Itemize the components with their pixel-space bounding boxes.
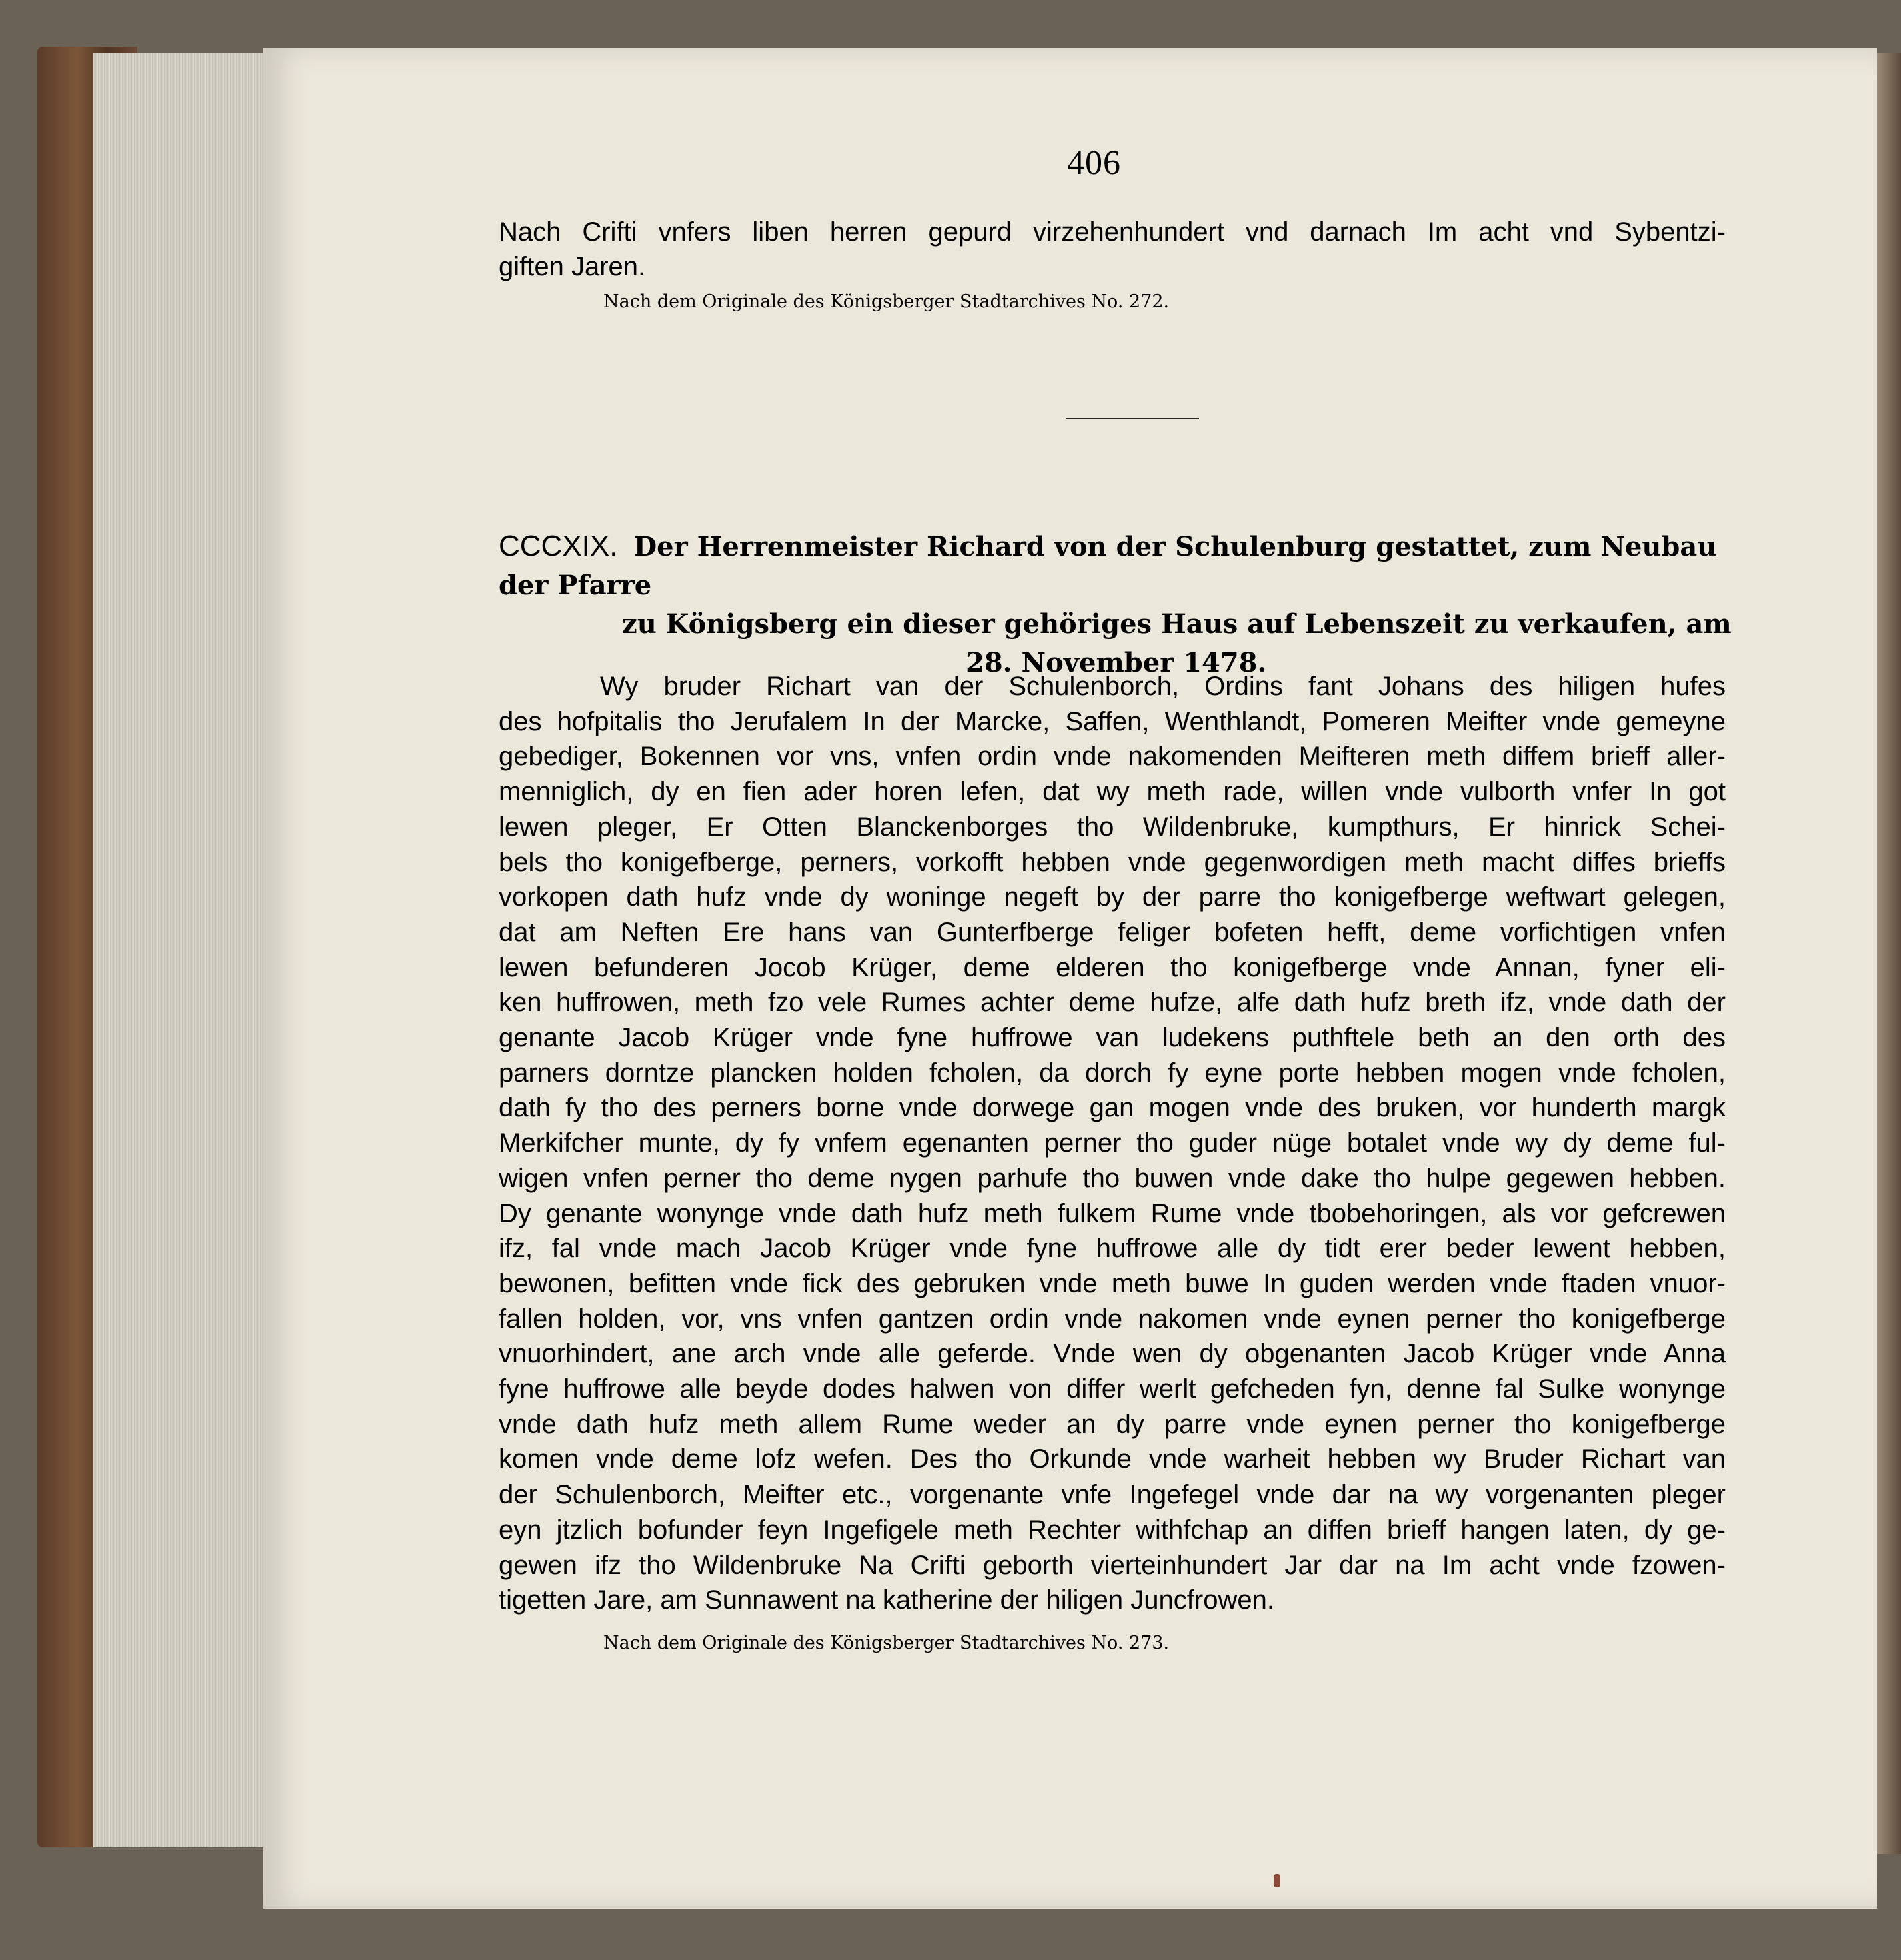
body-line: Merkifcher munte, dy fy vnfem egenanten perner tho guder nüge botalet vnde wy dy deme ful- <box>499 1128 1726 1158</box>
body-line: bewonen, befitten vnde fick des gebruken vnde meth buwe In guden werden vnde ftaden vnuor- <box>499 1269 1726 1298</box>
body-line: des hofpitalis tho Jerufalem In der Marcke, Saffen, Wenthlandt, Pomeren Meifter vnde gemeyne <box>499 707 1726 736</box>
body-line: bels tho konigefberge, perners, vorkofft hebben vnde gegenwordigen meth macht diffes brieffs <box>499 848 1726 877</box>
body-line: eyn jtzlich bofunder feyn Ingefigele meth Rechter withfchap an diffen brieff hangen laten, dy ge- <box>499 1515 1726 1545</box>
ink-spot <box>1274 1874 1280 1887</box>
body-line: fallen holden, vor, vns vnfen gantzen ordin vnde nakomen vnde eynen perner tho konigefberge <box>499 1304 1726 1334</box>
intro-line: giften Jaren. <box>499 252 646 281</box>
body-line: parners dorntze plancken holden fcholen, da dorch fy eyne porte hebben mogen vnde fcholen, <box>499 1058 1726 1088</box>
body-line: lewen befunderen Jocob Krüger, deme elderen tho konigefberge vnde Annan, fyner eli- <box>499 953 1726 982</box>
body-line: der Schulenborch, Meifter etc., vorgenante vnfe Ingefegel vnde dar na wy vorgenanten pleger <box>499 1480 1726 1509</box>
body-line: wigen vnfen perner tho deme nygen parhufe tho buwen vnde dake tho hulpe gegewen hebben. <box>499 1164 1726 1193</box>
body-line: gewen ifz tho Wildenbruke Na Crifti geborth vierteinhundert Jar dar na Im acht vnde fzowen- <box>499 1551 1726 1580</box>
body-line: dat am Neften Ere hans van Gunterfberge feliger bofeten hefft, deme vorfichtigen vnfen <box>499 918 1726 947</box>
source-note: Nach dem Originale des Königsberger Stadtarchives No. 272. <box>603 291 1170 312</box>
section-divider <box>1066 418 1199 419</box>
heading-line: zu Königsberg ein dieser gehöriges Haus auf Lebenszeit zu verkaufen, am <box>622 608 1732 640</box>
body-line: Wy bruder Richart van der Schulenborch, Ordins fant Johans des hiligen hufes <box>600 672 1726 701</box>
body-line: gebediger, Bokennen vor vns, vnfen ordin vnde nakomenden Meifteren meth diffem brieff aller- <box>499 742 1726 771</box>
body-line: komen vnde deme lofz wefen. Des tho Orkunde vnde warheit hebben wy Bruder Richart van <box>499 1444 1726 1474</box>
body-line: menniglich, dy en fien ader horen lefen, dat wy meth rade, willen vnde vulborth vnfer In got <box>499 777 1726 806</box>
body-line: dath fy tho des perners borne vnde dorwege gan mogen vnde des bruken, vor hunderth margk <box>499 1093 1726 1122</box>
body-line: Dy genante wonynge vnde dath hufz meth fulkem Rume vnde tbobehoringen, als vor gefcrewen <box>499 1199 1726 1228</box>
document-number: CCCXIX. <box>499 530 618 562</box>
intro-line: Nach Crifti vnfers liben herren gepurd virzehenhundert vnd darnach Im acht vnd Sybentzi- <box>499 217 1726 247</box>
page-edges <box>93 53 267 1847</box>
source-note: Nach dem Originale des Königsberger Stadtarchives No. 273. <box>603 1633 1170 1653</box>
body-line: lewen pleger, Er Otten Blanckenborges tho Wildenbruke, kumpthurs, Er hinrick Schei- <box>499 812 1726 842</box>
body-line: ken huffrowen, meth fzo vele Rumes achter deme hufze, alfe dath hufz breth ifz, vnde dath der <box>499 988 1726 1017</box>
body-line: genante Jacob Krüger vnde fyne huffrowe van ludekens puthftele beth an den orth des <box>499 1023 1726 1052</box>
heading-line: Der Herrenmeister Richard von der Schulenburg gestattet, zum Neubau der Pfarre <box>499 531 1717 601</box>
heading-date: 28. November 1478. <box>966 647 1267 678</box>
body-line: vorkopen dath hufz vnde dy woninge negeft by der parre tho konigefberge weftwart gelegen, <box>499 882 1726 912</box>
body-line: vnuorhindert, ane arch vnde alle geferde. Vnde wen dy obgenanten Jacob Krüger vnde Anna <box>499 1339 1726 1368</box>
body-line: fyne huffrowe alle beyde dodes halwen von differ werlt gefcheden fyn, denne fal Sulke wonynge <box>499 1374 1726 1404</box>
body-line: vnde dath hufz meth allem Rume weder an dy parre vnde eynen perner tho konigefberge <box>499 1410 1726 1439</box>
body-line: tigetten Jare, am Sunnawent na katherine der hiligen Juncfrowen. <box>499 1585 1274 1615</box>
body-line: ifz, fal vnde mach Jacob Krüger vnde fyne huffrowe alle dy tidt erer beder lewent hebben, <box>499 1234 1726 1263</box>
page-number: 406 <box>1067 144 1121 182</box>
document-heading <box>499 527 1732 682</box>
